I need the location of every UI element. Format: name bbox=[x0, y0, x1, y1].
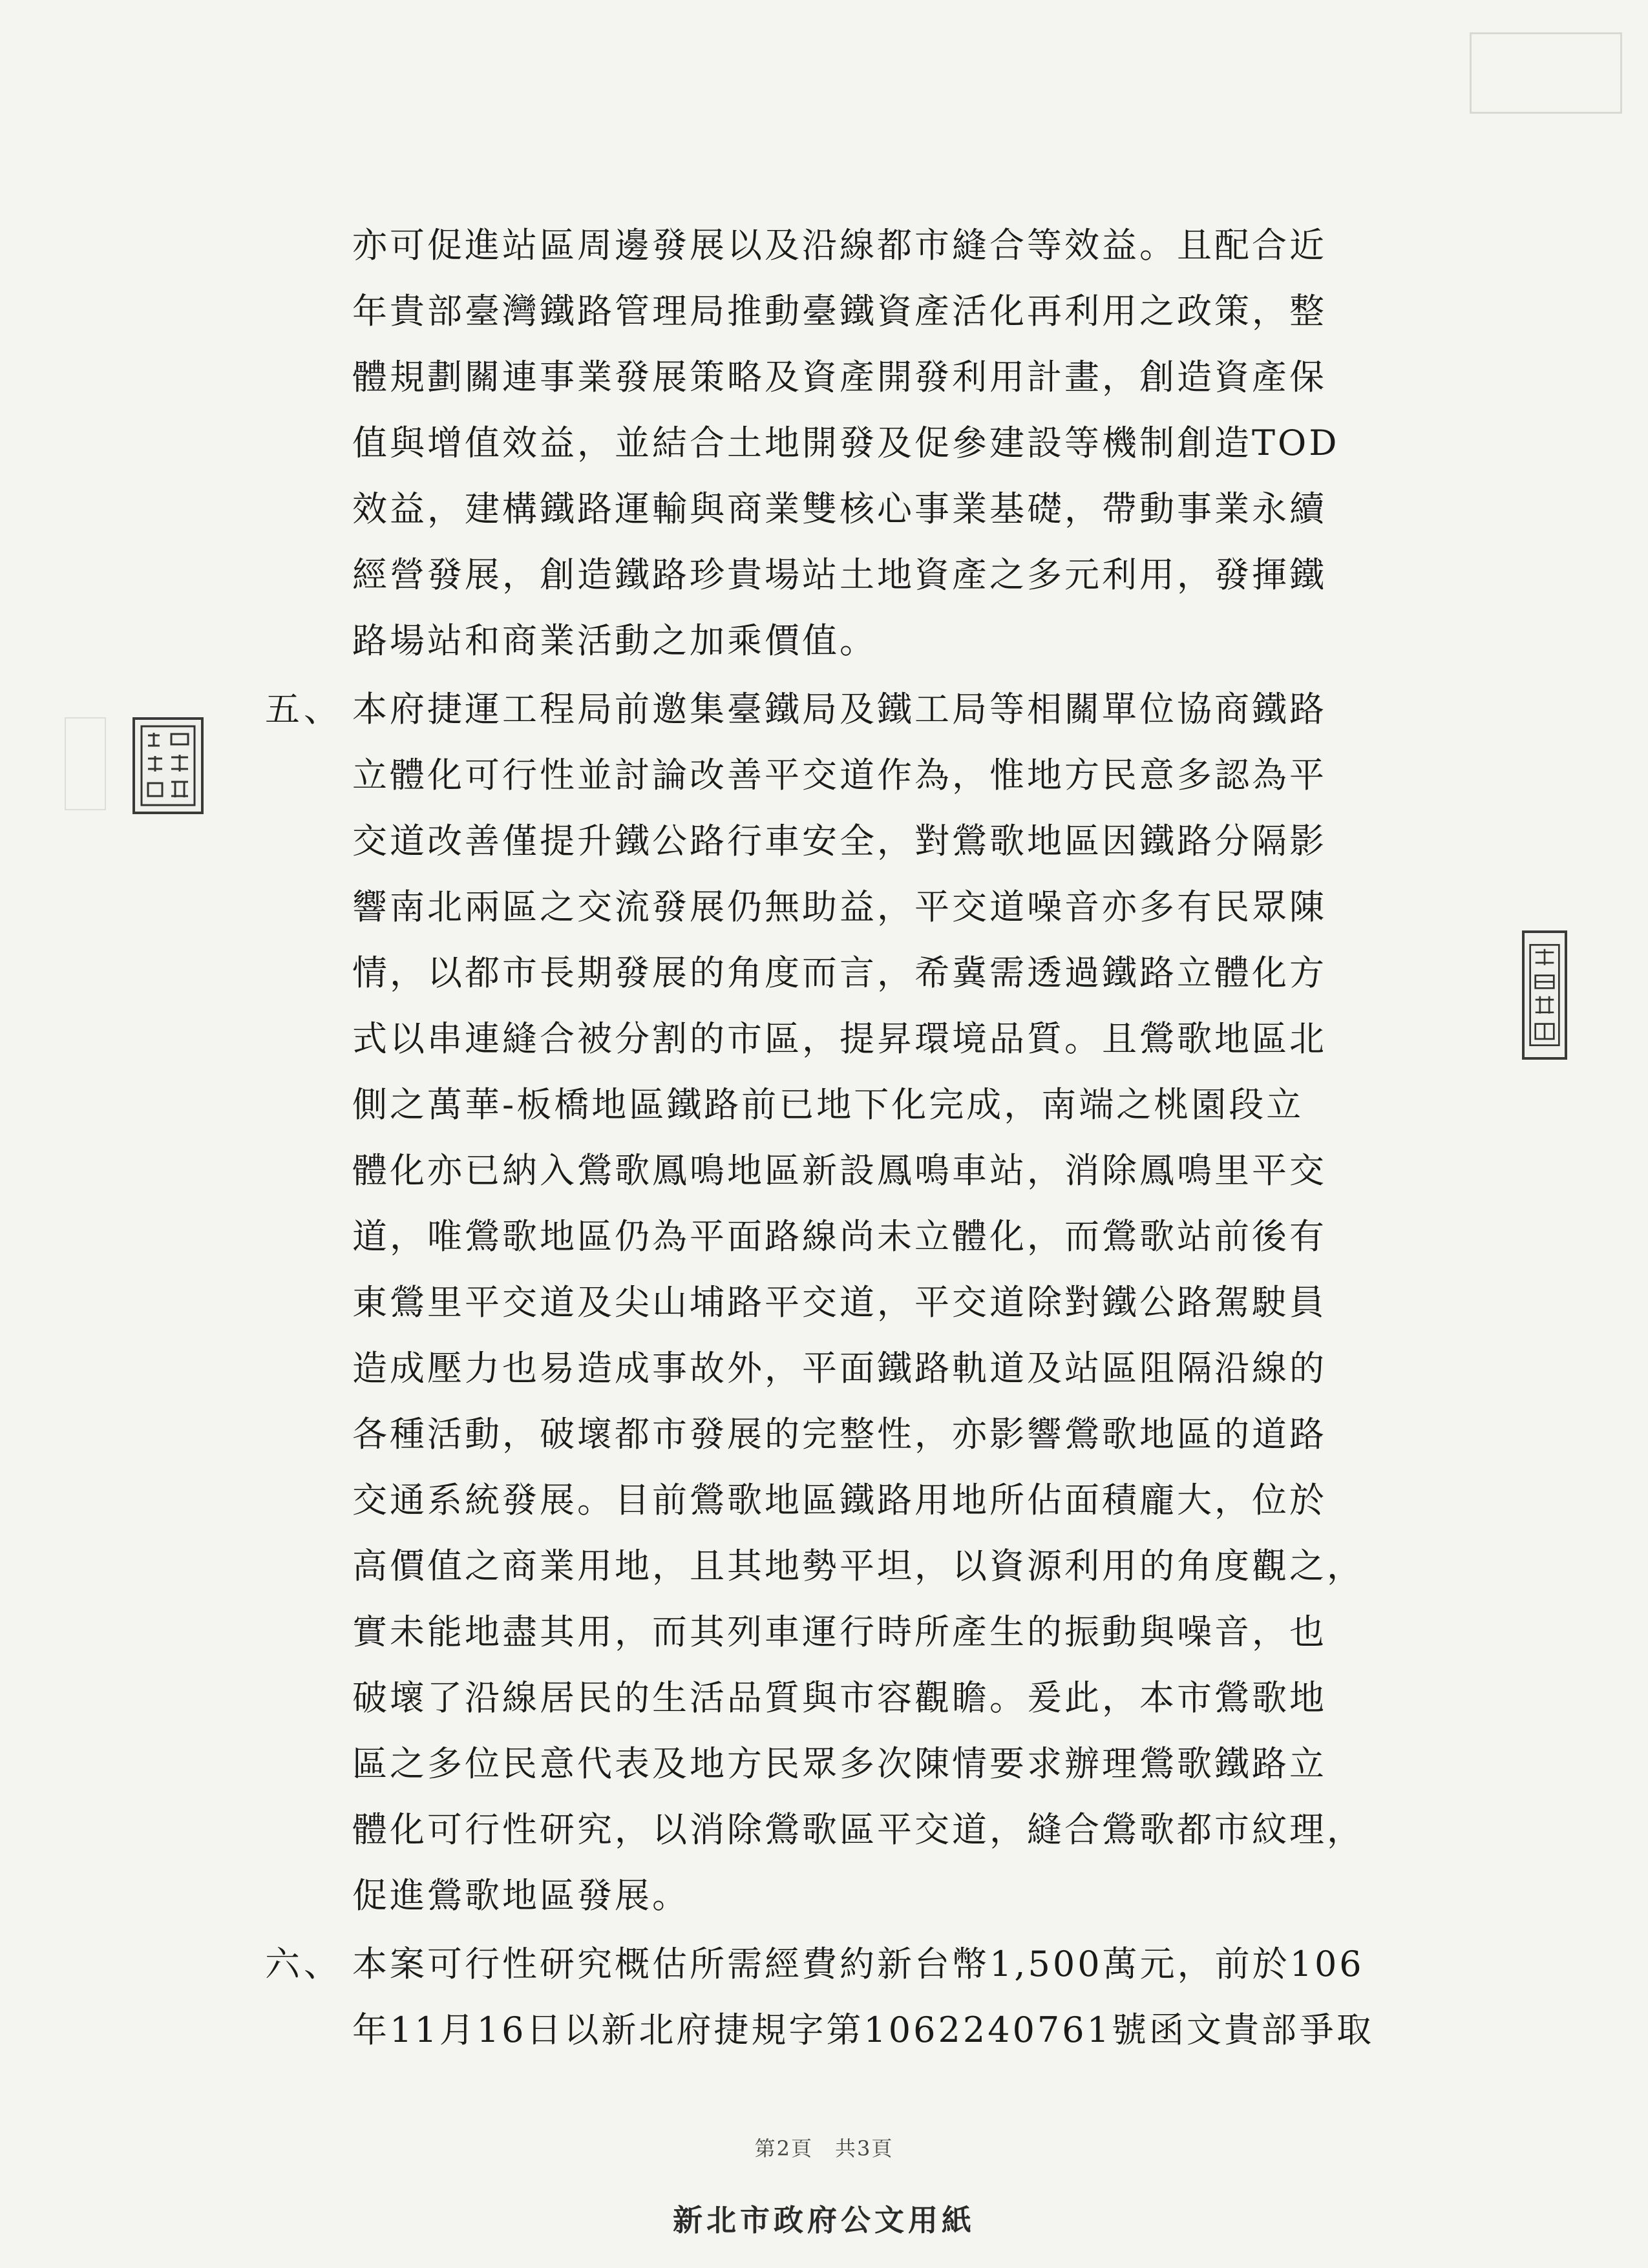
text-line: 本案可行性研究概估所需經費約新台幣1,500萬元，前於106 bbox=[352, 1944, 1364, 1984]
text-line: 立體化可行性並討論改善平交道作為，惟地方民意多認為平 bbox=[352, 755, 1327, 795]
text-line: 年11月16日以新北府捷規字第1062240761號函文貴部爭取 bbox=[352, 2010, 1374, 2050]
text-line: 東鶯里平交道及尖山埔路平交道，平交道除對鐵公路駕駛員 bbox=[352, 1282, 1327, 1323]
text-line: 本府捷運工程局前邀集臺鐵局及鐵工局等相關單位協商鐵路 bbox=[352, 689, 1327, 730]
text-line: 各種活動，破壞都市發展的完整性，亦影響鶯歌地區的道路 bbox=[352, 1414, 1327, 1454]
text-line: 效益，建構鐵路運輸與商業雙核心事業基礎，帶動事業永續 bbox=[352, 488, 1327, 529]
seam-seal-stamp-right bbox=[1522, 930, 1567, 1060]
page-indicator: 第2頁 共3頁 bbox=[754, 2136, 894, 2161]
text-line: 體規劃關連事業發展策略及資產開發利用計畫，創造資產保 bbox=[352, 357, 1327, 397]
faint-bleed-stamp bbox=[65, 717, 106, 810]
item-number: 五、 bbox=[265, 689, 343, 730]
text-line: 側之萬華-板橋地區鐵路前已地下化完成，南端之桃園段立 bbox=[352, 1084, 1304, 1125]
text-line: 情，以都市長期發展的角度而言，希冀需透過鐵路立體化方 bbox=[352, 952, 1327, 993]
text-line: 響南北兩區之交流發展仍無助益，平交道噪音亦多有民眾陳 bbox=[352, 887, 1327, 927]
text-line: 高價值之商業用地，且其地勢平坦，以資源利用的角度觀之， bbox=[352, 1546, 1364, 1586]
text-line: 交道改善僅提升鐵公路行車安全，對鶯歌地區因鐵路分隔影 bbox=[352, 821, 1327, 861]
text-line: 破壞了沿線居民的生活品質與市容觀瞻。爰此，本市鶯歌地 bbox=[352, 1677, 1327, 1718]
text-line: 體化可行性研究，以消除鶯歌區平交道，縫合鶯歌都市紋理， bbox=[352, 1809, 1364, 1850]
text-line: 道，唯鶯歌地區仍為平面路線尚未立體化，而鶯歌站前後有 bbox=[352, 1216, 1327, 1257]
text-line: 實未能地盡其用，而其列車運行時所產生的振動與噪音，也 bbox=[352, 1612, 1327, 1652]
text-line: 區之多位民意代表及地方民眾多次陳情要求辦理鶯歌鐵路立 bbox=[352, 1743, 1327, 1784]
text-line: 造成壓力也易造成事故外，平面鐵路軌道及站區阻隔沿線的 bbox=[352, 1348, 1327, 1389]
seam-seal-stamp-left bbox=[132, 717, 204, 814]
text-line: 促進鶯歌地區發展。 bbox=[352, 1875, 690, 1916]
seal-glyph-icon bbox=[1528, 937, 1561, 1053]
text-line: 交通系統發展。目前鶯歌地區鐵路用地所佔面積龐大，位於 bbox=[352, 1480, 1327, 1520]
paper-title: 新北市政府公文用紙 bbox=[673, 2203, 975, 2238]
text-line: 式以串連縫合被分割的市區，提昇環境品質。且鶯歌地區北 bbox=[352, 1018, 1327, 1059]
text-line: 路場站和商業活動之加乘價值。 bbox=[352, 620, 877, 661]
text-line: 年貴部臺灣鐵路管理局推動臺鐵資產活化再利用之政策，整 bbox=[352, 291, 1327, 331]
item-number: 六、 bbox=[265, 1944, 343, 1984]
text-line: 值與增值效益，並結合土地開發及促參建設等機制創造TOD bbox=[352, 423, 1340, 463]
text-line: 經營發展，創造鐵路珍貴場站土地資產之多元利用，發揮鐵 bbox=[352, 554, 1327, 595]
seal-glyph-icon bbox=[139, 724, 197, 808]
text-line: 體化亦已納入鶯歌鳳鳴地區新設鳳鳴車站，消除鳳鳴里平交 bbox=[352, 1150, 1327, 1191]
faint-archive-stamp bbox=[1470, 32, 1622, 114]
text-line: 亦可促進站區周邊發展以及沿線都市縫合等效益。且配合近 bbox=[352, 225, 1327, 266]
